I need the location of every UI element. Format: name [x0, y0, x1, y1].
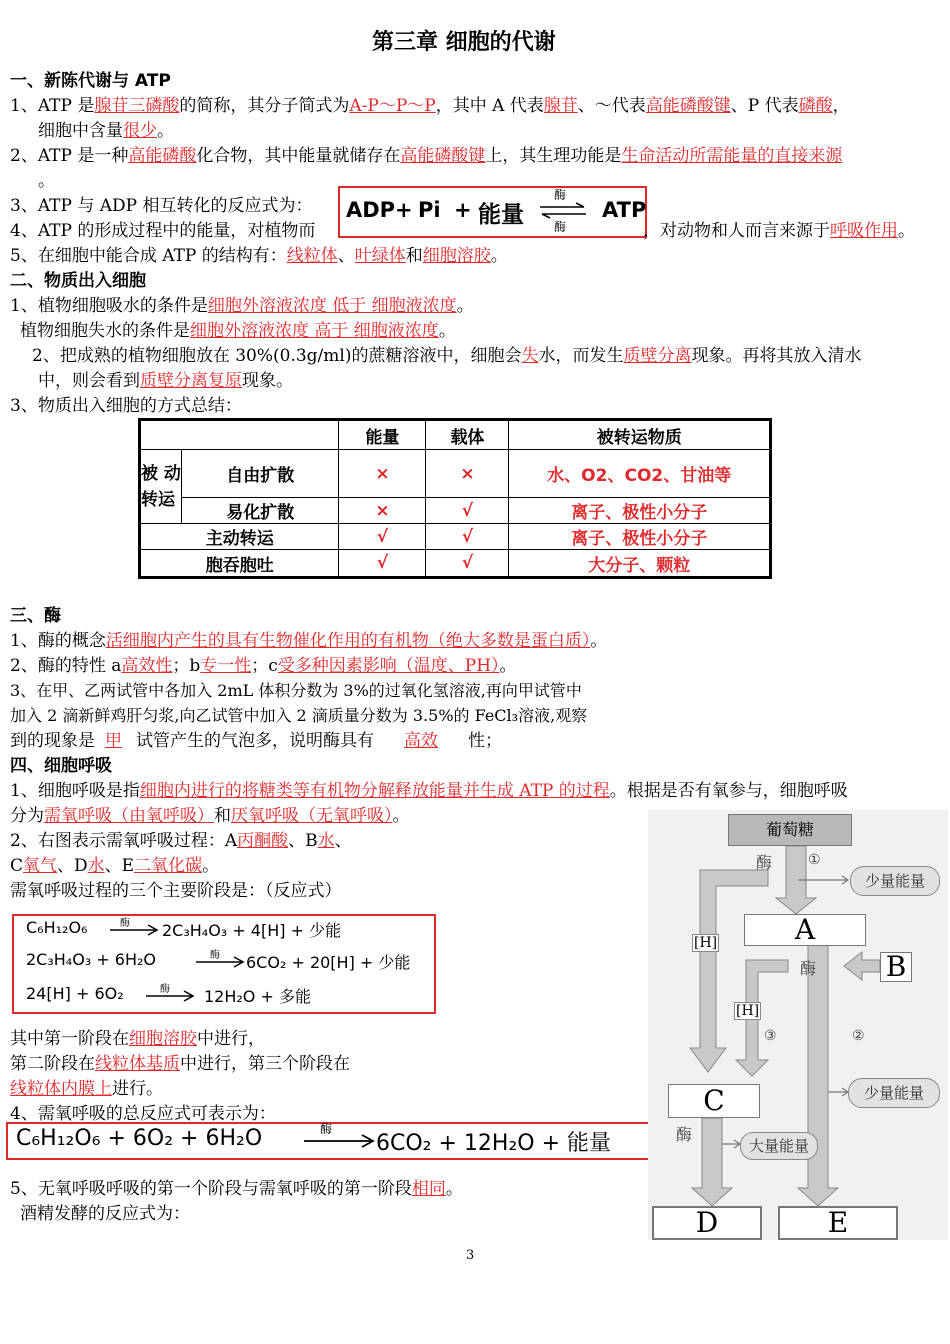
s4-line3a: [10, 1028, 265, 1050]
s3-line3c: [10, 730, 502, 752]
text: 试管产生的气泡多，说明酶具有: [136, 731, 374, 751]
label-d: D: [695, 1206, 719, 1239]
s1-line5: [10, 245, 508, 267]
s1-line2: [10, 145, 842, 167]
text: 化合物，其中能量就储存在: [196, 146, 401, 166]
arrow-icon: [196, 956, 246, 968]
box-d: [652, 1206, 762, 1240]
stage1-left: C₆H₁₂O₆: [26, 918, 88, 937]
answer: 细胞外溶液浓度 低于 细胞液浓度: [207, 296, 457, 316]
section-heading-3: 三、酶: [10, 606, 61, 626]
answer: 厌氧呼吸（无氧呼吸）: [231, 806, 393, 826]
text: ；b: [172, 656, 201, 676]
text: 进行。: [112, 1079, 163, 1099]
large-energy: [740, 1132, 818, 1160]
answer: 专一性: [200, 656, 252, 676]
small-energy-label: 少量能量: [864, 872, 925, 890]
section-heading-2: 二、物质出入细胞: [10, 271, 146, 291]
text: 和: [214, 806, 231, 826]
s4-line4: 4、需氧呼吸的总反应式可表示为：: [10, 1104, 276, 1124]
text: 分为: [10, 806, 44, 826]
arrow-icon: [110, 924, 160, 936]
eq-plus: +: [395, 198, 413, 222]
answer: 相同: [411, 1179, 446, 1199]
text: 中进行，: [197, 1029, 265, 1049]
s3-line3b: 加入 2 滴新鲜鸡肝匀浆,向乙试管中加入 2 滴质量分数为 3.5%的 FeCl₃溶液,观察: [10, 706, 588, 725]
text: 1、细胞呼吸是指: [10, 781, 140, 801]
enzyme-label: 酶: [120, 918, 130, 929]
answer: 质壁分离: [623, 346, 692, 366]
text: 到的现象是: [10, 731, 95, 751]
text: 中进行，第三个阶段在: [180, 1054, 350, 1074]
answer: 磷酸: [798, 96, 833, 116]
row-name: 自由扩散: [182, 450, 339, 498]
text: 2、右图表示需氧呼吸过程：A: [10, 831, 238, 851]
total-equation-box: [6, 1122, 652, 1160]
answer: 腺苷: [543, 96, 578, 116]
answer: 活细胞内产生的具有生物催化作用的有机物（绝大多数是蛋白质）: [105, 631, 591, 651]
text: 。根据是否有氧参与，细胞呼吸: [609, 781, 848, 801]
enzyme-label: 酶: [210, 950, 220, 961]
row-substance: 大分子、颗粒: [509, 550, 771, 578]
page-title: 第三章 细胞的代谢: [372, 30, 556, 55]
answer: 线粒体: [286, 246, 338, 266]
total-right: 6CO₂ + 12H₂O + 能量: [376, 1131, 612, 1156]
text: 1、植物细胞吸水的条件是: [10, 296, 208, 316]
text: ，对动物和人而言来源于: [643, 221, 830, 241]
row-name: 易化扩散: [182, 498, 339, 524]
enzyme-label: 酶: [160, 984, 170, 995]
answer: 高效: [404, 731, 438, 751]
header-blank: [140, 420, 339, 450]
small-energy-label: 少量能量: [863, 1084, 924, 1102]
answer: 受多种因素影响（温度、PH）: [277, 656, 500, 676]
label-a: A: [794, 913, 816, 946]
text: 的简称，其分子简式为: [179, 96, 350, 116]
s4-line3c: [10, 1078, 163, 1100]
text: 。: [456, 296, 474, 316]
s4-line3b: [10, 1053, 350, 1075]
h-label: [H]: [736, 1003, 760, 1019]
respiration-stages-box: [12, 914, 436, 1014]
answer: 丙酮酸: [237, 831, 289, 851]
section-heading-1: 一、新陈代谢与 ATP: [10, 71, 171, 91]
answer: 高效性: [121, 656, 173, 676]
glucose-box: [728, 814, 852, 846]
text: 2、把成熟的植物细胞放在 30%(0.3g/ml)的蔗糖溶液中，细胞会: [32, 346, 522, 366]
text: 、E: [104, 856, 135, 876]
row-substance: 离子、极性小分子: [509, 498, 771, 524]
s4-line5: [10, 1178, 463, 1200]
s1-line1b: [38, 120, 174, 142]
text: ，其中 A 代表: [435, 96, 544, 116]
s4-line5b: 酒精发酵的反应式为：: [20, 1204, 190, 1224]
box-a: [744, 914, 866, 946]
s4-line1b: [10, 805, 410, 827]
label-b: B: [885, 950, 907, 983]
row-name: 主动转运: [140, 524, 339, 550]
text: 植物细胞失水的条件是: [20, 321, 190, 341]
text: 。: [157, 121, 174, 141]
s1-line2b: 。: [38, 171, 55, 191]
header-substance: 被转运物质: [509, 420, 771, 450]
answer: 需氧呼吸（由氧呼吸）: [44, 806, 214, 826]
answer: 腺苷三磷酸: [94, 96, 180, 116]
row-name: 胞吞胞吐: [140, 550, 339, 578]
text: 。: [499, 656, 517, 676]
row-energy: √: [339, 524, 426, 550]
eq-enzyme-top: 酶: [554, 188, 567, 202]
answer: 细胞内进行的将糖类等有机物分解释放能量并生成 ATP 的过程: [139, 781, 610, 801]
s4-line2c: 需氧呼吸过程的三个主要阶段是：（反应式）: [10, 881, 342, 901]
text: 上，其生理功能是: [485, 146, 622, 166]
row-carrier: √: [426, 498, 509, 524]
box-c: [668, 1084, 760, 1118]
answer: 高能磷酸键: [645, 96, 731, 116]
answer: A-P～P～P: [349, 96, 436, 116]
text: 1、酶的概念: [10, 631, 106, 651]
text: 。: [438, 321, 456, 341]
stage3-right: 12H₂O + 多能: [204, 987, 311, 1006]
text: 5、无氧呼吸呼吸的第一个阶段与需氧呼吸的第一阶段: [10, 1179, 412, 1199]
step-2-label: ②: [852, 1028, 865, 1044]
box-e: [778, 1206, 898, 1240]
row-substance: 水、O2、CO2、甘油等: [509, 450, 771, 498]
box-b: [880, 952, 912, 982]
total-left: C₆H₁₂O₆ + 6O₂ + 6H₂O: [16, 1126, 263, 1151]
answer: 呼吸作用: [830, 221, 898, 241]
answer: 高能磷酸: [128, 146, 197, 166]
text: ，: [832, 96, 850, 116]
answer: 水: [87, 856, 105, 876]
text: C: [10, 856, 24, 876]
enzyme-label: 酶: [756, 853, 773, 872]
text: 。: [202, 856, 220, 876]
header-carrier: 载体: [426, 420, 509, 450]
text: 1、ATP 是: [10, 96, 95, 116]
text: 。: [898, 221, 915, 241]
s1-line4b: [643, 220, 915, 242]
small-energy-1: [850, 866, 940, 896]
answer: 线粒体内膜上: [10, 1079, 112, 1099]
eq-atp: ATP: [602, 198, 647, 222]
row-substance: 离子、极性小分子: [509, 524, 771, 550]
s2-line2b: [38, 370, 293, 392]
s3-line2: [10, 655, 517, 677]
text: 第二阶段在: [10, 1054, 95, 1074]
s1-line3: 3、ATP 与 ADP 相互转化的反应式为：: [10, 196, 313, 216]
row-energy: √: [339, 550, 426, 578]
stage2-right: 6CO₂ + 20[H] + 少能: [246, 953, 411, 972]
enzyme-label: 酶: [800, 959, 817, 978]
row-energy: ×: [339, 450, 426, 498]
text: 。: [490, 246, 508, 266]
text: 。: [590, 631, 608, 651]
text: 细胞中含量: [38, 121, 123, 141]
text: 现象。: [242, 371, 293, 391]
answer: 生命活动所需能量的直接来源: [621, 146, 843, 166]
eq-plus: +: [454, 198, 472, 222]
row-carrier: ×: [426, 450, 509, 498]
s3-line1: [10, 630, 607, 652]
h-label: [H]: [694, 935, 718, 951]
text: ；c: [251, 656, 278, 676]
s2-line1b: [20, 320, 456, 342]
s1-line1: [10, 95, 850, 117]
text: 性；: [468, 731, 502, 751]
text: 、P 代表: [730, 96, 799, 116]
eq-pi: Pi: [418, 198, 441, 222]
answer: 很少: [123, 121, 157, 141]
label-e: E: [827, 1206, 849, 1239]
text: 和: [405, 246, 423, 266]
s1-line4a: 4、ATP 的形成过程中的能量，对植物而: [10, 221, 316, 241]
answer: 细胞溶胶: [422, 246, 491, 266]
s2-line3: 3、物质出入细胞的方式总结：: [10, 396, 242, 416]
s3-line3a: 3、在甲、乙两试管中各加入 2mL 体积分数为 3%的过氧化氢溶液,再向甲试管中: [10, 681, 582, 700]
answer: 氧气: [23, 856, 58, 876]
answer: 质壁分离复原: [140, 371, 242, 391]
s4-line1: [10, 780, 848, 802]
row-carrier: √: [426, 550, 509, 578]
answer: 线粒体基质: [95, 1054, 180, 1074]
s2-line1: [10, 295, 474, 317]
section-heading-4: 四、细胞呼吸: [10, 756, 112, 776]
page-number: 3: [466, 1248, 475, 1263]
answer: 细胞外溶液浓度 高于 细胞液浓度: [190, 321, 439, 341]
answer: 叶绿体: [354, 246, 406, 266]
text: 2、酶的特性 a: [10, 656, 122, 676]
text: 现象。再将其放入清水: [691, 346, 862, 366]
s4-line2: [10, 830, 352, 852]
text: 其中第一阶段在: [10, 1029, 129, 1049]
s4-line2b: [10, 855, 219, 877]
stage3-left: 24[H] + 6O₂: [26, 984, 124, 1003]
atp-equation-box: [338, 186, 647, 238]
text: 、D: [57, 856, 88, 876]
enzyme-label: 酶: [676, 1125, 693, 1144]
enzyme-label: 酶: [320, 1122, 333, 1136]
arrow-icon: [304, 1134, 376, 1148]
s2-line2: [32, 345, 861, 367]
text: 。: [392, 806, 410, 826]
text: 2、ATP 是一种: [10, 146, 129, 166]
arrow-icon: [146, 990, 196, 1002]
eq-enzyme-bottom: 酶: [554, 220, 567, 234]
step-1-label: ①: [808, 852, 821, 868]
row-carrier: √: [426, 524, 509, 550]
text: 。: [445, 1179, 463, 1199]
text: 、～代表: [577, 96, 646, 116]
answer: 水: [317, 831, 335, 851]
eq-adp: ADP: [346, 198, 396, 222]
transport-table: [138, 418, 772, 579]
large-energy-label: 大量能量: [748, 1137, 809, 1155]
label-c: C: [703, 1084, 725, 1117]
text: 、: [334, 831, 352, 851]
stage2-left: 2C₃H₄O₃ + 6H₂O: [26, 950, 157, 969]
answer: 失: [521, 346, 539, 366]
answer: 甲: [105, 731, 122, 751]
text: 水，而发生: [538, 346, 624, 366]
row-energy: ×: [339, 498, 426, 524]
step-3-label: ③: [764, 1028, 777, 1044]
stage1-right: 2C₃H₄O₃ + 4[H] + 少能: [162, 921, 342, 940]
text: 5、在细胞中能合成 ATP 的结构有：: [10, 246, 287, 266]
text: 中，则会看到: [38, 371, 140, 391]
eq-energy: 能量: [478, 202, 524, 228]
glucose-label: 葡萄糖: [765, 820, 814, 839]
text: 、B: [288, 831, 318, 851]
small-energy-2: [848, 1078, 940, 1108]
respiration-diagram: [648, 810, 948, 1240]
answer: 细胞溶胶: [129, 1029, 197, 1049]
answer: 高能磷酸键: [400, 146, 486, 166]
text: 、: [337, 246, 355, 266]
passive-transport-label: 被 动 转运: [140, 450, 182, 524]
answer: 二氧化碳: [134, 856, 203, 876]
header-energy: 能量: [339, 420, 426, 450]
